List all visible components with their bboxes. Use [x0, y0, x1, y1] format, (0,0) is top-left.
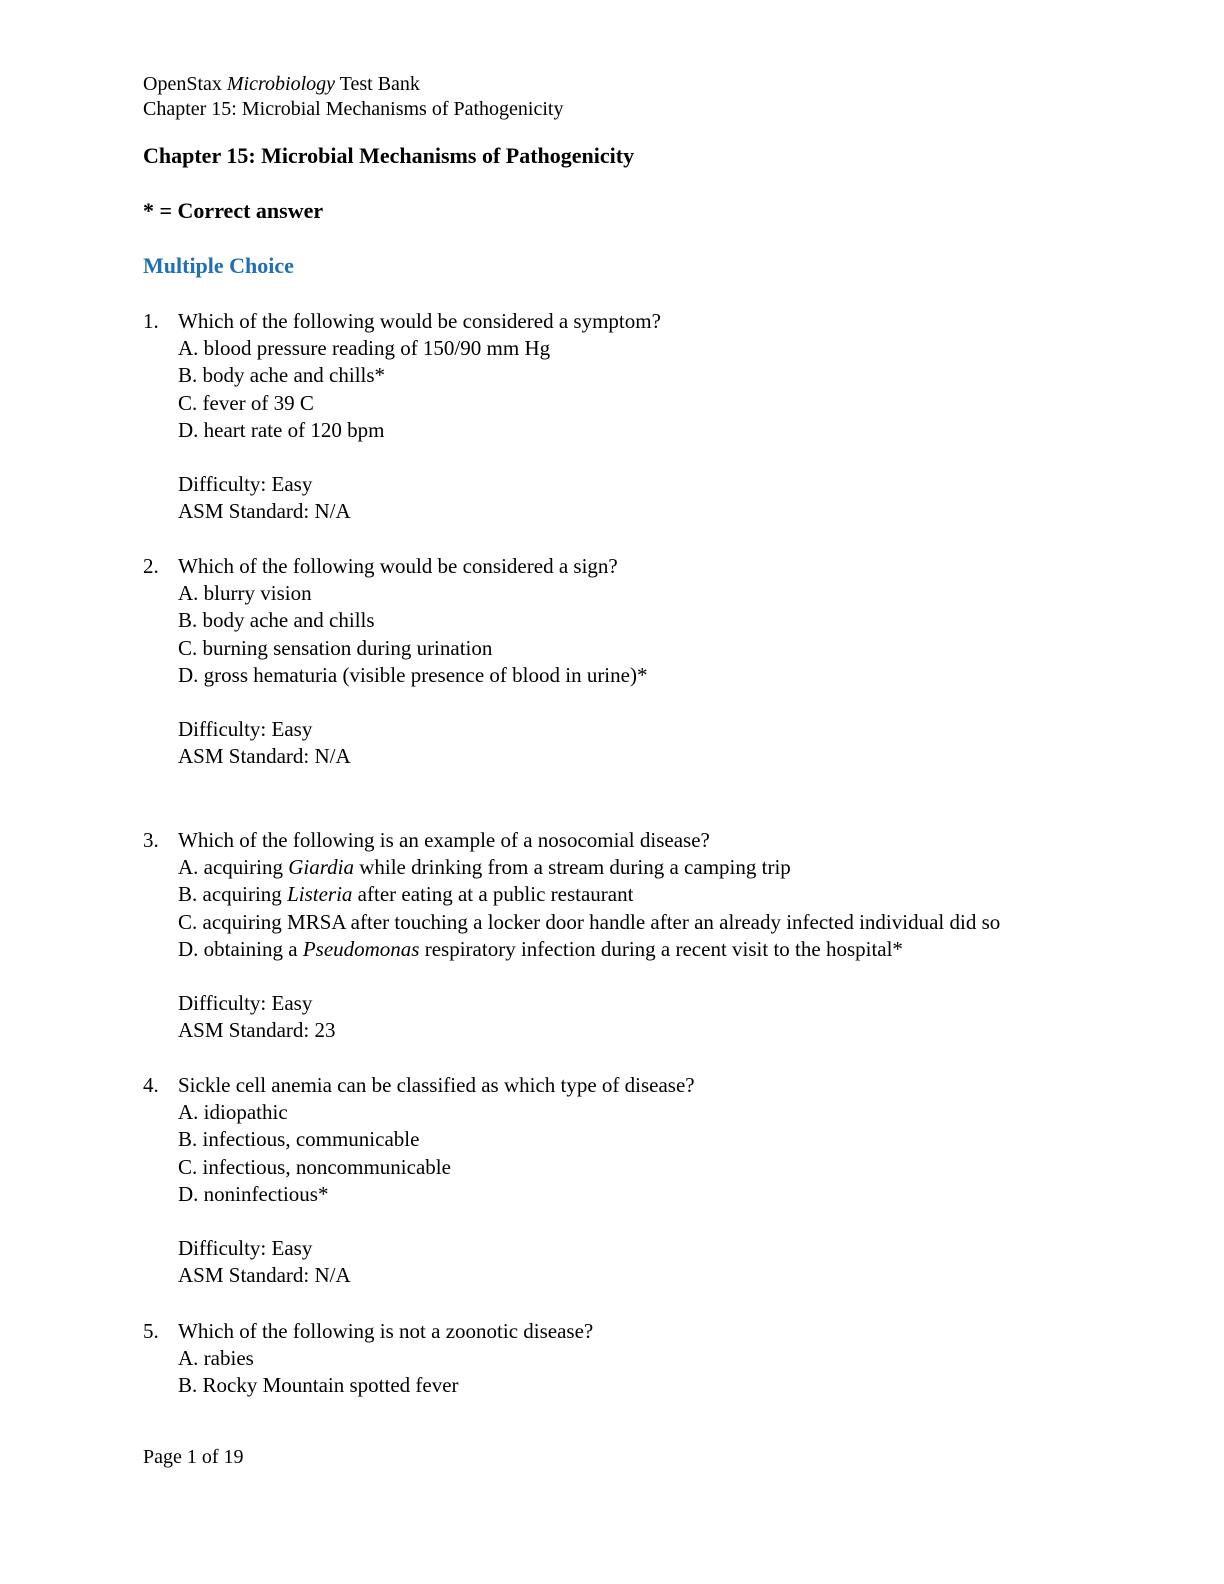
- asm-standard: ASM Standard: N/A: [178, 744, 351, 769]
- question-number: 3.: [143, 828, 159, 852]
- page-number: Page 1 of 19: [143, 1446, 244, 1468]
- option-a: A. blurry vision: [178, 581, 312, 605]
- option-d: D. gross hematuria (visible presence of blood in urine)*: [178, 662, 648, 687]
- question-5: [143, 1318, 1103, 1400]
- header-chapter: Chapter 15: Microbial Mechanisms of Pathogenicity: [143, 98, 564, 120]
- option-c: C. burning sensation during urination: [178, 635, 493, 660]
- question-text: Which of the following would be considered a sign?: [178, 554, 618, 578]
- option-b: B. Rocky Mountain spotted fever: [178, 1373, 459, 1398]
- option-b: B. infectious, communicable: [178, 1127, 420, 1152]
- header-book-line: [143, 72, 563, 97]
- question-number: 4.: [143, 1073, 159, 1097]
- option-c: C. acquiring MRSA after touching a locker door handle after an already infected individual did so: [178, 909, 1001, 934]
- option-a: A. acquiring Giardia while drinking from a stream during a camping trip: [178, 855, 791, 879]
- option-b: B. body ache and chills*: [178, 363, 386, 388]
- question-text: Which of the following would be considered a symptom?: [178, 309, 661, 333]
- organism-name: Pseudomonas: [302, 936, 420, 961]
- option-b: B. body ache and chills: [178, 608, 375, 633]
- difficulty: Difficulty: Easy: [178, 1236, 313, 1261]
- difficulty: Difficulty: Easy: [178, 717, 313, 742]
- question-number: 5.: [143, 1319, 159, 1343]
- question-text: Sickle cell anemia can be classified as which type of disease?: [178, 1073, 695, 1097]
- option-c: C. infectious, noncommunicable: [178, 1154, 451, 1179]
- difficulty: Difficulty: Easy: [178, 991, 313, 1016]
- question-4: [143, 1072, 1103, 1289]
- section-heading: Multiple Choice: [143, 253, 294, 278]
- option-a: A. rabies: [178, 1346, 254, 1370]
- option-a: A. idiopathic: [178, 1100, 288, 1124]
- difficulty: Difficulty: Easy: [178, 472, 313, 497]
- option-c: C. fever of 39 C: [178, 390, 314, 415]
- question-number: 1.: [143, 309, 159, 333]
- question-3: [143, 827, 1103, 1044]
- asm-standard: ASM Standard: N/A: [178, 499, 351, 524]
- option-d: D. heart rate of 120 bpm: [178, 417, 385, 442]
- header-suffix: Test Bank: [339, 73, 420, 95]
- option-d: D. noninfectious*: [178, 1181, 329, 1206]
- question-1: [143, 308, 1103, 525]
- header-publisher: OpenStax: [143, 73, 222, 95]
- chapter-title: Chapter 15: Microbial Mechanisms of Pathogenicity: [143, 143, 635, 168]
- header-book-title: Microbiology: [226, 73, 336, 95]
- question-text: Which of the following is an example of a nosocomial disease?: [178, 828, 710, 852]
- page-header: [143, 72, 563, 122]
- correct-answer-legend: * = Correct answer: [143, 198, 324, 223]
- question-2: [143, 553, 1103, 770]
- question-number: 2.: [143, 554, 159, 578]
- option-a: A. blood pressure reading of 150/90 mm Hg: [178, 336, 551, 360]
- asm-standard: ASM Standard: 23: [178, 1018, 336, 1043]
- organism-name: Giardia: [288, 855, 354, 879]
- option-d: D. obtaining a Pseudomonas respiratory infection during a recent visit to the hospital*: [178, 936, 903, 961]
- question-text: Which of the following is not a zoonotic disease?: [178, 1319, 594, 1343]
- option-b: B. acquiring Listeria after eating at a public restaurant: [178, 882, 634, 907]
- organism-name: Listeria: [287, 882, 353, 907]
- asm-standard: ASM Standard: N/A: [178, 1263, 351, 1288]
